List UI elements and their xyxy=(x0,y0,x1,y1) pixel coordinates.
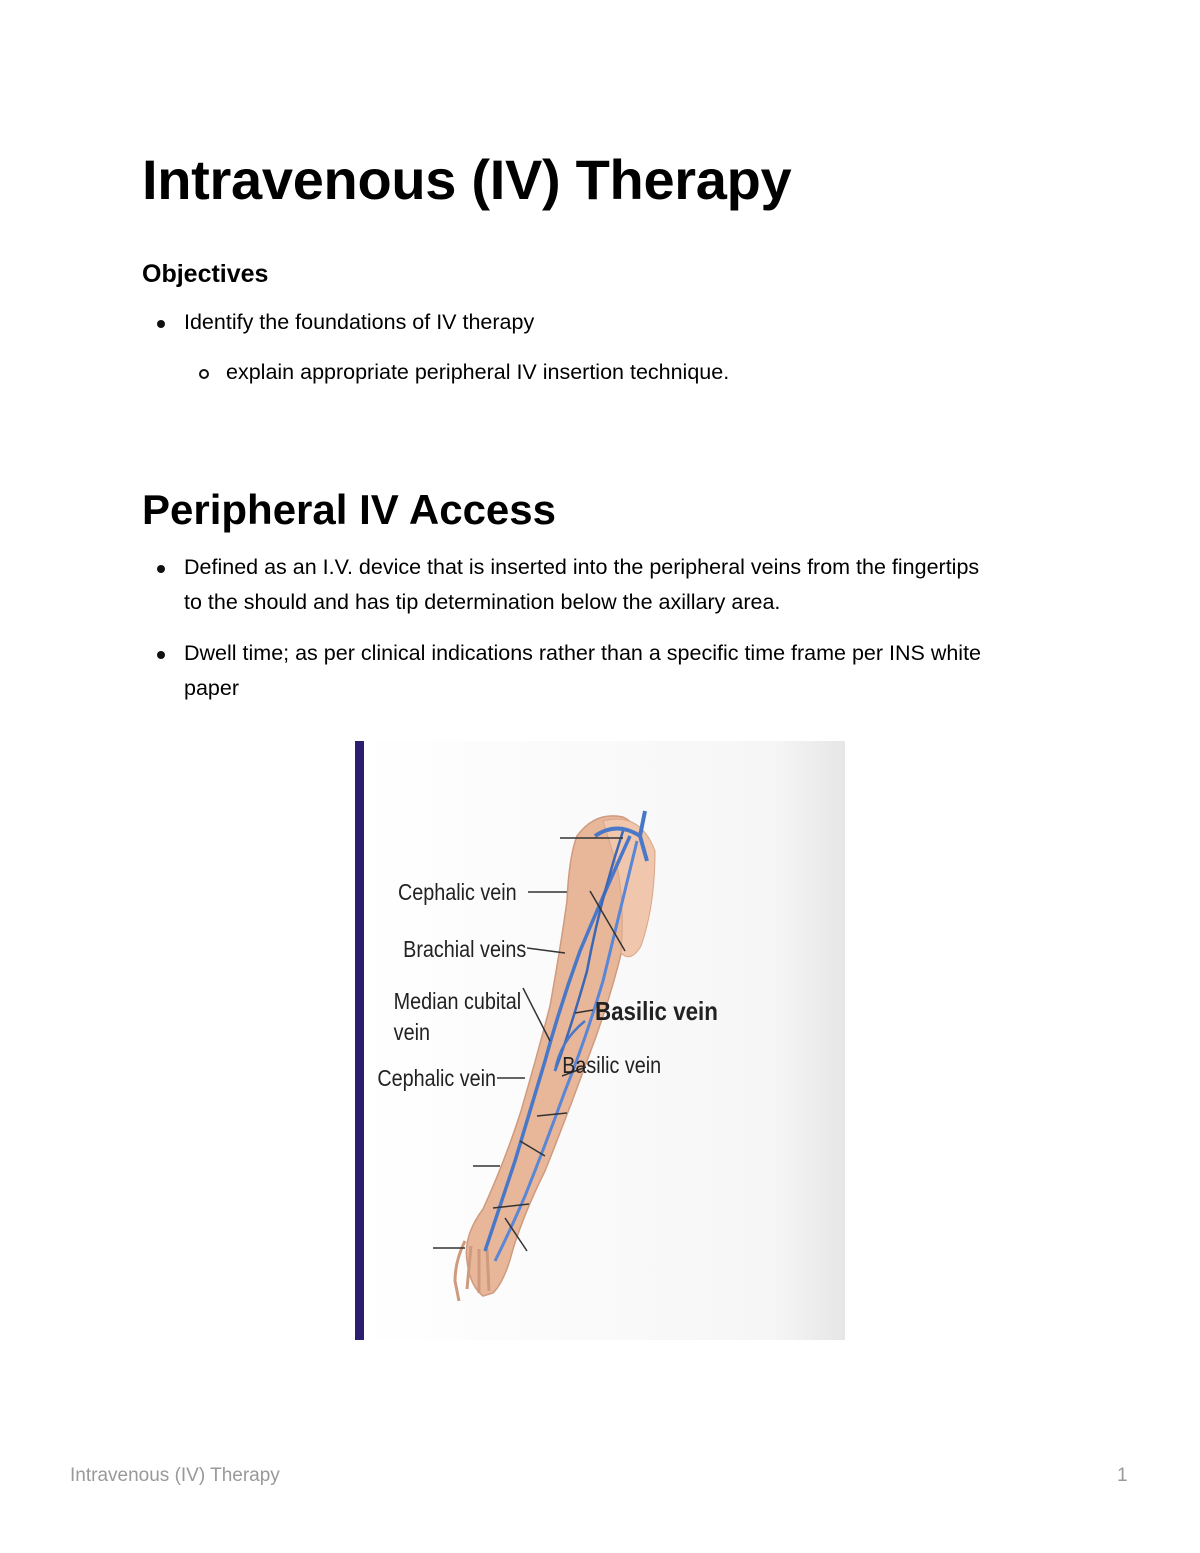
bullet-icon xyxy=(157,651,165,659)
bullet-icon xyxy=(157,320,165,328)
arm-veins-diagram xyxy=(355,741,845,1340)
dwell-time-line-1: Dwell time; as per clinical indications rather than a specific time frame per INS white xyxy=(184,641,982,665)
definition-line-1: Defined as an I.V. device that is inserted into the peripheral veins from the fingertips xyxy=(184,555,980,579)
objective-item xyxy=(184,305,534,340)
label-cephalic-vein-upper: Cephalic vein xyxy=(398,879,517,906)
dwell-time-bullet xyxy=(184,636,981,706)
page-title: Intravenous (IV) Therapy xyxy=(142,148,792,211)
objective-subitem xyxy=(226,355,729,390)
objective-text: Identify the foundations of IV therapy xyxy=(184,310,535,334)
label-basilic-vein-upper: Basilic vein xyxy=(594,997,718,1027)
objectives-heading: Objectives xyxy=(142,260,269,288)
label-median-cubital-vein: vein xyxy=(393,1019,430,1046)
arm-veins-figure xyxy=(355,741,845,1340)
dwell-time-line-2: paper xyxy=(184,676,239,700)
label-median-cubital: Median cubital xyxy=(393,988,522,1015)
figure-accent-bar xyxy=(355,741,364,1340)
page-number: 1 xyxy=(1117,1465,1128,1486)
section-heading: Peripheral IV Access xyxy=(142,486,557,533)
label-brachial-veins: Brachial veins xyxy=(403,936,527,963)
objective-subitem-text: explain appropriate peripheral IV insertion technique. xyxy=(226,360,730,384)
label-cephalic-vein-lower: Cephalic vein xyxy=(377,1065,497,1092)
footer-title: Intravenous (IV) Therapy xyxy=(70,1465,280,1486)
definition-line-2: to the should and has tip determination below the axillary area. xyxy=(184,590,781,614)
definition-bullet xyxy=(184,550,979,620)
label-basilic-vein-lower: Basilic vein xyxy=(562,1052,662,1079)
sub-bullet-icon xyxy=(199,369,209,379)
bullet-icon xyxy=(157,565,165,573)
